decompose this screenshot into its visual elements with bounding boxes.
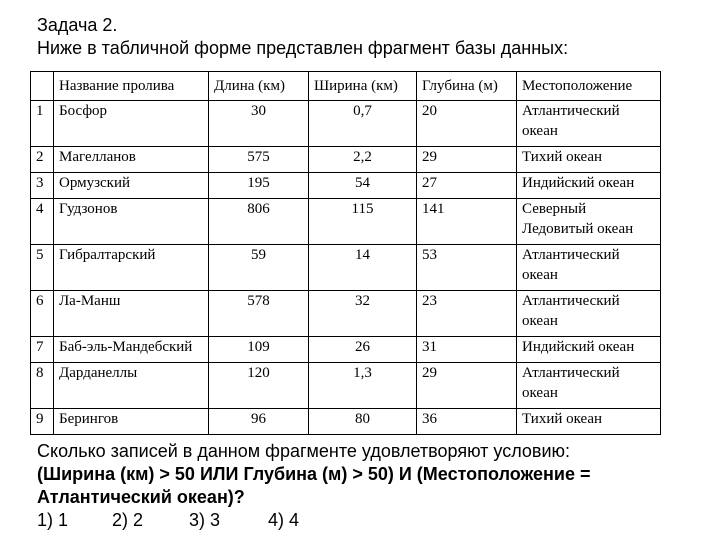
location-cell: Тихий океан [517,147,661,173]
strait-name-cell: Гибралтарский [54,245,209,291]
database-table [30,71,661,435]
strait-name-cell: Берингов [54,409,209,435]
column-header-depth: Глубина (м) [417,72,517,101]
row-index-cell: 4 [31,199,54,245]
length-cell: 59 [209,245,309,291]
table-row [31,245,661,291]
answer-option-4[interactable]: 4) 4 [268,510,300,530]
length-cell: 195 [209,173,309,199]
width-cell: 14 [309,245,417,291]
question-block [37,440,707,532]
table-row [31,147,661,173]
table-row [31,409,661,435]
question-line-2: (Ширина (км) > 50 ИЛИ Глубина (м) > 50) И (Местоположение = [37,464,591,484]
width-cell: 54 [309,173,417,199]
location-cell: Индийский океан [517,337,661,363]
column-header-name: Название пролива [54,72,209,101]
row-index-cell: 1 [31,101,54,147]
strait-name-cell: Дарданеллы [54,363,209,409]
width-cell: 0,7 [309,101,417,147]
length-cell: 120 [209,363,309,409]
width-cell: 32 [309,291,417,337]
length-cell: 96 [209,409,309,435]
location-cell: Атлантический океан [517,291,661,337]
length-cell: 109 [209,337,309,363]
column-header-index [31,72,54,101]
task-intro: Ниже в табличной форме представлен фрагмент базы данных: [37,38,569,58]
strait-name-cell: Босфор [54,101,209,147]
task-header [37,14,697,60]
depth-cell: 36 [417,409,517,435]
row-index-cell: 9 [31,409,54,435]
location-cell: Тихий океан [517,409,661,435]
length-cell: 806 [209,199,309,245]
table-row [31,101,661,147]
depth-cell: 20 [417,101,517,147]
table-row [31,173,661,199]
question-line-3: Атлантический океан)? [37,487,245,507]
depth-cell: 141 [417,199,517,245]
length-cell: 575 [209,147,309,173]
strait-name-cell: Ормузский [54,173,209,199]
row-index-cell: 5 [31,245,54,291]
answer-options [37,509,707,532]
answer-option-1[interactable]: 1) 1 [37,510,69,530]
table-header-row [31,72,661,101]
table-row [31,199,661,245]
width-cell: 1,3 [309,363,417,409]
row-index-cell: 8 [31,363,54,409]
length-cell: 578 [209,291,309,337]
width-cell: 80 [309,409,417,435]
depth-cell: 31 [417,337,517,363]
task-title: Задача 2. [37,15,118,35]
depth-cell: 29 [417,147,517,173]
length-cell: 30 [209,101,309,147]
table-row [31,291,661,337]
table-row [31,337,661,363]
width-cell: 115 [309,199,417,245]
question-line-1: Сколько записей в данном фрагменте удовлетворяют условию: [37,441,571,461]
answer-option-3[interactable]: 3) 3 [189,510,221,530]
strait-name-cell: Магелланов [54,147,209,173]
strait-name-cell: Ла-Манш [54,291,209,337]
answer-option-2[interactable]: 2) 2 [112,510,144,530]
location-cell: Северный Ледовитый океан [517,199,661,245]
row-index-cell: 2 [31,147,54,173]
location-cell: Индийский океан [517,173,661,199]
depth-cell: 27 [417,173,517,199]
row-index-cell: 3 [31,173,54,199]
strait-name-cell: Гудзонов [54,199,209,245]
location-cell: Атлантический океан [517,101,661,147]
depth-cell: 53 [417,245,517,291]
column-header-location: Местоположение [517,72,661,101]
width-cell: 2,2 [309,147,417,173]
column-header-length: Длина (км) [209,72,309,101]
depth-cell: 29 [417,363,517,409]
location-cell: Атлантический океан [517,363,661,409]
location-cell: Атлантический океан [517,245,661,291]
row-index-cell: 6 [31,291,54,337]
row-index-cell: 7 [31,337,54,363]
width-cell: 26 [309,337,417,363]
table-row [31,363,661,409]
column-header-width: Ширина (км) [309,72,417,101]
depth-cell: 23 [417,291,517,337]
strait-name-cell: Баб-эль-Мандебский [54,337,209,363]
